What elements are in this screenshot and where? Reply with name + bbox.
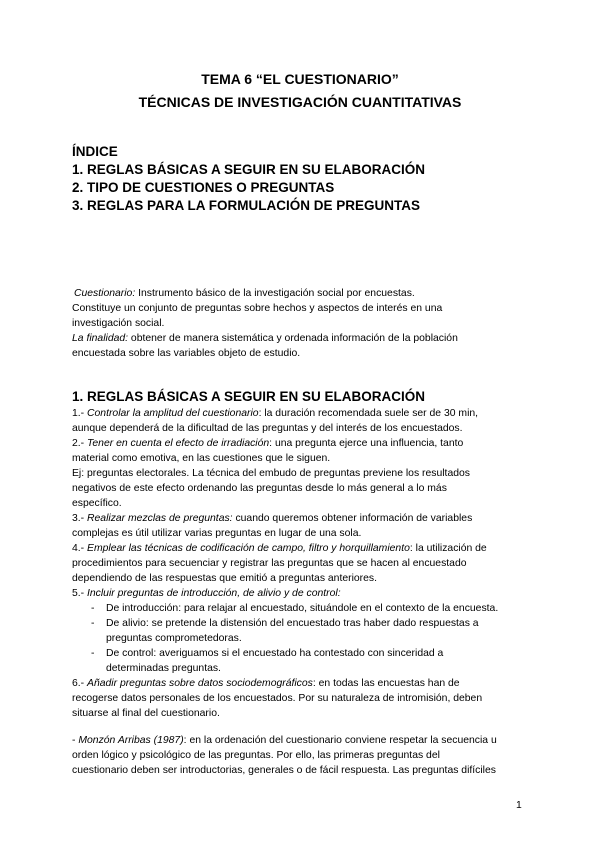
monzon-line-2: orden lógico y psicológico de las preguntas. Por ello, las primeras preguntas del <box>72 750 440 761</box>
monzon-paragraph: - Monzón Arribas (1987): en la ordenación del cuestionario conviene respetar la secuencia u <box>72 735 497 746</box>
bullet-control: De control: averiguamos si el encuestado ha contestado con sinceridad a <box>106 648 444 659</box>
definition-finalidad: La finalidad: obtener de manera sistemática y ordenada información de la población <box>72 333 458 344</box>
index-item-1: 1. REGLAS BÁSICAS A SEGUIR EN SU ELABORACIÓN <box>72 162 426 177</box>
rule-3: 3.- Realizar mezclas de preguntas: cuando queremos obtener información de variables <box>72 513 473 524</box>
index-heading: ÍNDICE <box>72 144 118 159</box>
rule-2-line-2: material como emotiva, en las cuestiones que le siguen. <box>72 453 331 464</box>
term-cuestionario: Cuestionario: <box>74 288 136 299</box>
bullet-introduccion: De introducción: para relajar al encuestado, situándole en el contexto de la encuesta. <box>106 603 499 614</box>
rule-1-line-2: aunque dependerá de la dificultad de las preguntas y del interés de los encuestados. <box>72 423 463 434</box>
bullet-dash-3: - <box>91 648 95 659</box>
rule-4: 4.- Emplear las técnicas de codificación de campo, filtro y horquillamiento: la utilización de <box>72 543 487 554</box>
example-line-2: negativos de este efecto ordenando las preguntas desde lo más general a lo más <box>72 483 447 494</box>
definition-cuestionario-line-3: investigación social. <box>72 318 165 329</box>
definition-finalidad-line-2: encuestada sobre las variables objeto de estudio. <box>72 348 301 359</box>
rule-3-line-2: complejas es útil utilizar varias preguntas en lugar de una sola. <box>72 528 362 539</box>
definition-cuestionario: Cuestionario: Instrumento básico de la investigación social por encuestas. <box>74 288 415 299</box>
bullet-dash-1: - <box>91 603 95 614</box>
index-item-2: 2. TIPO DE CUESTIONES O PREGUNTAS <box>72 180 335 195</box>
rule-1: 1.- Controlar la amplitud del cuestionario: la duración recomendada suele ser de 30 min, <box>72 408 479 419</box>
term-finalidad: La finalidad: <box>72 333 129 344</box>
rule-4-line-2: procedimientos para secuenciar y registrar las preguntas que se hacen al encuestado <box>72 558 467 569</box>
page-number: 1 <box>516 800 522 811</box>
bullet-alivio-line-2: preguntas comprometedoras. <box>106 633 242 644</box>
example-line-3: específico. <box>72 498 122 509</box>
title-line-1: TEMA 6 “EL CUESTIONARIO” <box>201 71 399 87</box>
bullet-control-line-2: determinadas preguntas. <box>106 663 221 674</box>
monzon-line-3: cuestionario deben ser introductorias, generales o de fácil respuesta. Las preguntas difíciles <box>72 765 496 776</box>
rule-6-line-3: situarse al final del cuestionario. <box>72 708 220 719</box>
rule-5: 5.- Incluir preguntas de introducción, de alivio y de control: <box>72 588 341 599</box>
example-line-1: Ej: preguntas electorales. La técnica del embudo de preguntas previene los resultados <box>72 468 470 479</box>
index-item-3: 3. REGLAS PARA LA FORMULACIÓN DE PREGUNTAS <box>72 198 421 213</box>
definition-cuestionario-line-2: Constituye un conjunto de preguntas sobre hechos y aspectos de interés en una <box>72 303 443 314</box>
rule-4-line-3: dependiendo de las respuestas que emitió a preguntas anteriores. <box>72 573 377 584</box>
rule-6: 6.- Añadir preguntas sobre datos sociodemográficos: en todas las encuestas han de <box>72 678 460 689</box>
title-line-2: TÉCNICAS DE INVESTIGACIÓN CUANTITATIVAS <box>138 94 462 110</box>
section-1-heading: 1. REGLAS BÁSICAS A SEGUIR EN SU ELABORACIÓN <box>72 389 426 404</box>
rule-2: 2.- Tener en cuenta el efecto de irradiación: una pregunta ejerce una influencia, tanto <box>72 438 464 449</box>
bullet-dash-2: - <box>91 618 95 629</box>
rule-6-line-2: recogerse datos personales de los encuestados. Por su naturaleza de intromisión, deben <box>72 693 483 704</box>
bullet-alivio: De alivio: se pretende la distensión del encuestado tras haber dado respuestas a <box>106 618 479 629</box>
